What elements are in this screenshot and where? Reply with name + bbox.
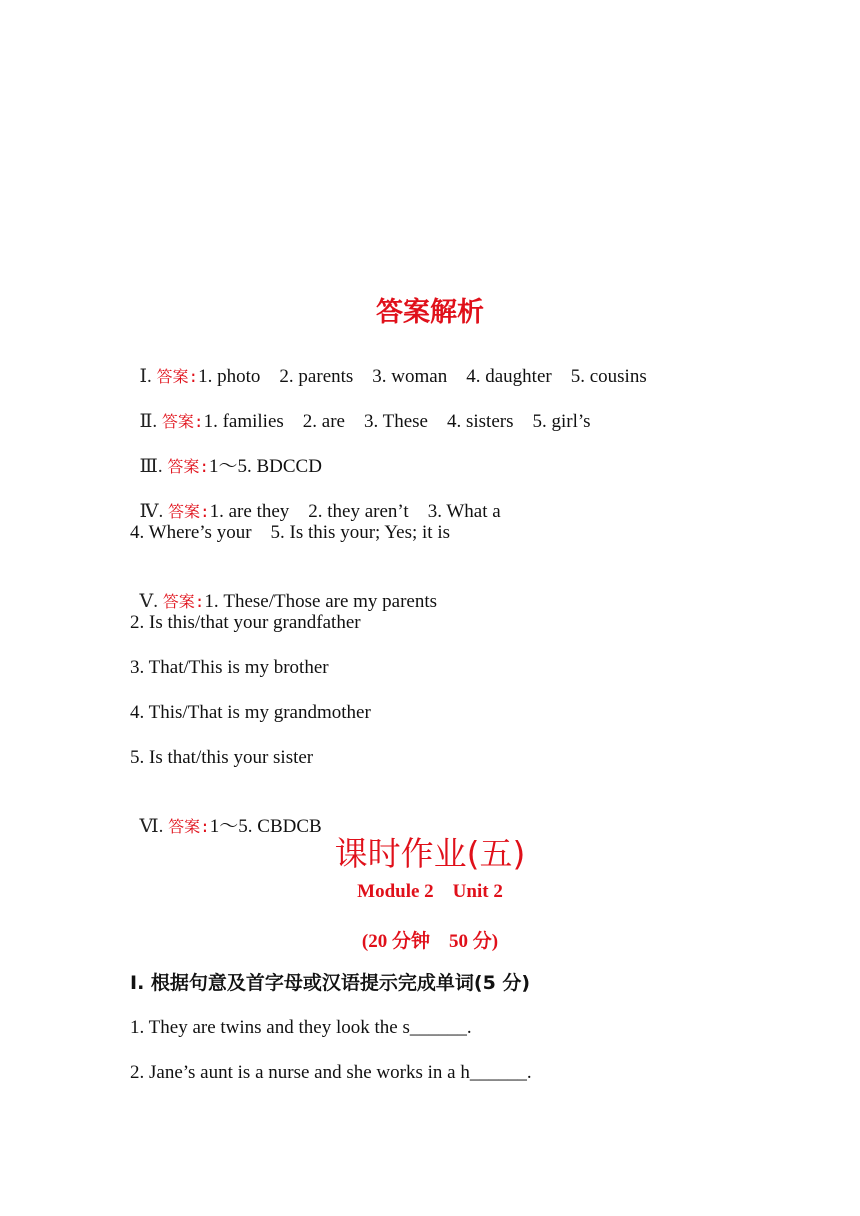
answer-line-7: 2. Is this/that your grandfather [130, 612, 361, 633]
section-number: Ⅰ. [139, 366, 157, 387]
section-number: Ⅱ. [139, 411, 162, 432]
answer-line-10: 5. Is that/this your sister [130, 747, 314, 768]
answer-text: 1. These/Those are my parents [204, 591, 438, 612]
module-unit: Module 2 Unit 2 [357, 881, 503, 902]
answer-line-5: 4. Where’s your 5. Is this your; Yes; it is [130, 522, 451, 543]
answer-text: 1～5. CBDCB [209, 816, 322, 837]
answer-text: 1. photo 2. parents 3. woman 4. daughter 5. cousins [198, 366, 647, 387]
answer-line-9: 4. This/That is my grandmother [130, 702, 371, 723]
answer-line-6 [130, 566, 437, 614]
answer-line-3 [130, 431, 322, 479]
section-number: Ⅴ. [139, 591, 163, 612]
question-2: 2. Jane’s aunt is a nurse and she works in a h______. [130, 1062, 532, 1083]
answer-text: 1. families 2. are 3. These 4. sisters 5. girl’s [203, 411, 591, 432]
time-score: (20 分钟 50 分) [361, 931, 499, 952]
answer-text: 1～5. BDCCD [208, 456, 322, 477]
answer-text: 1. are they 2. they aren’t 3. What a [209, 501, 501, 522]
question-1: 1. They are twins and they look the s______. [130, 1017, 472, 1038]
section-number: Ⅲ. [139, 456, 168, 477]
answer-line-2 [130, 386, 591, 434]
answer-line-4 [130, 476, 501, 524]
answers-heading: 答案解析 [376, 297, 484, 328]
answer-line-8: 3. That/This is my brother [130, 657, 329, 678]
answer-tag: 答案: [167, 502, 210, 521]
homework-title: 课时作业(五) [334, 834, 526, 873]
answer-tag: 答案: [168, 817, 210, 836]
answer-line-1 [130, 341, 647, 389]
answer-tag: 答案: [161, 412, 204, 431]
section-number: Ⅳ. [139, 501, 168, 522]
section-number: Ⅵ. [139, 816, 169, 837]
answer-tag: 答案: [162, 592, 205, 611]
answer-tag: 答案: [156, 367, 199, 386]
section-one-heading: Ⅰ. 根据句意及首字母或汉语提示完成单词(5 分) [130, 972, 531, 994]
answer-tag: 答案: [167, 457, 209, 476]
